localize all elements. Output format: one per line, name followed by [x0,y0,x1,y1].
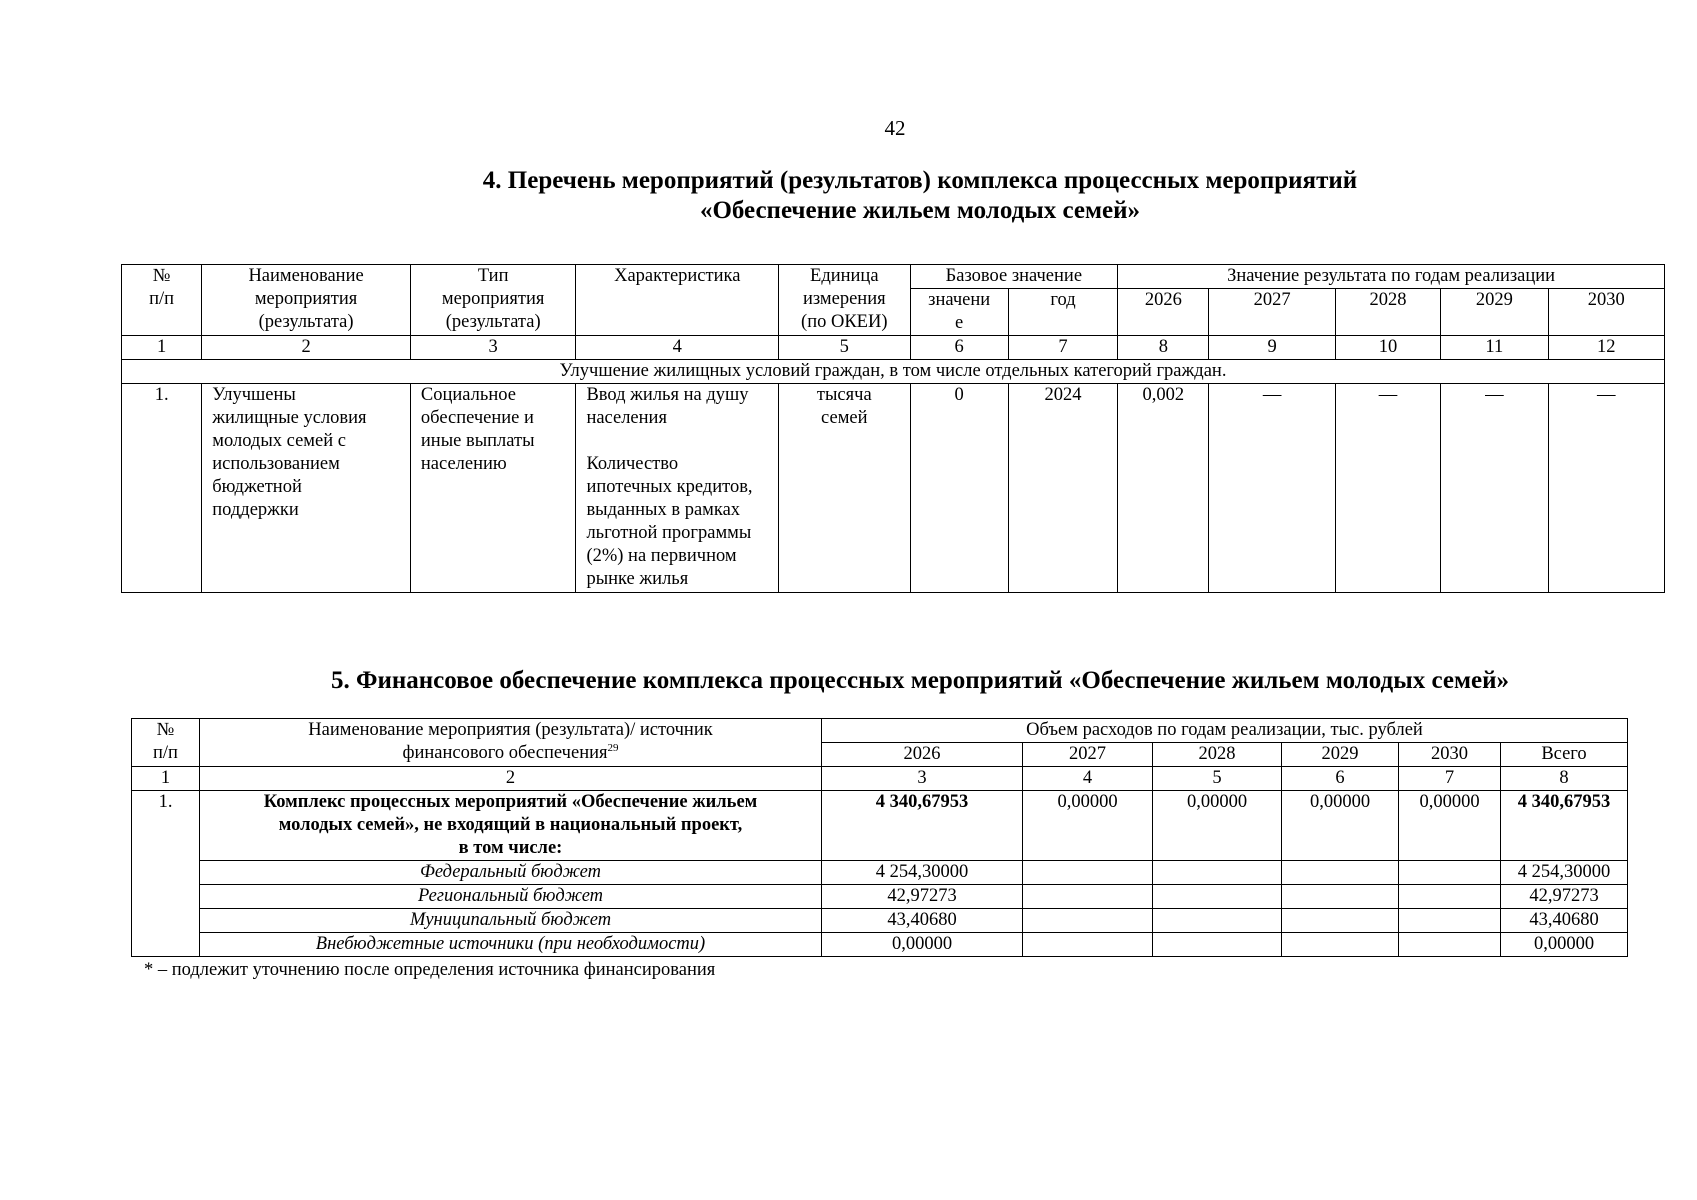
row-unit: тысяча семей [779,384,910,593]
row-name: Улучшены жилищные условия молодых семей с использованием бюджетной поддержки [202,384,411,593]
fin-header-name-line2-text: финансового обеспечения [402,743,608,763]
group-row-label: Улучшение жилищных условий граждан, в том числе отдельных категорий граждан. [122,360,1665,384]
fin-source-value [1153,885,1282,909]
fin-column-number: 1 [132,767,200,791]
fin-source-value: 4 254,30000 [822,861,1023,885]
fin-source-value [1282,861,1399,885]
header-base-value: Базовое значение [910,265,1118,289]
section4-title-line1: 4. Перечень мероприятий (результатов) комплекса процессных мероприятий [482,167,1358,194]
row-value-2027: — [1209,384,1335,593]
fin-header-year: 2027 [1023,743,1153,767]
column-number: 3 [410,336,576,360]
page-number: 42 [884,116,906,140]
column-number: 8 [1118,336,1209,360]
fin-source-value: 42,97273 [822,885,1023,909]
fin-source-value [1282,909,1399,933]
fin-main-row [132,791,1628,861]
fin-source-total: 42,97273 [1501,885,1628,909]
fin-source-row [132,909,1628,933]
fin-source-name: Муниципальный бюджет [200,909,822,933]
fin-source-value [1399,885,1501,909]
column-number: 12 [1548,336,1664,360]
results-header-row-1 [122,265,1665,289]
column-number: 2 [202,336,411,360]
header-year: 2028 [1335,289,1440,336]
column-number: 11 [1441,336,1548,360]
row-base-value: 0 [910,384,1008,593]
column-number: 5 [779,336,910,360]
column-number: 4 [576,336,779,360]
fin-source-row [132,861,1628,885]
header-year: 2029 [1441,289,1548,336]
column-number: 7 [1008,336,1117,360]
fin-source-total: 43,40680 [1501,909,1628,933]
fin-column-number: 3 [822,767,1023,791]
footnote-ref: 29 [607,741,619,754]
footnote: * – подлежит уточнению после определения источника финансирования [144,960,716,980]
header-characteristic: Характеристика [576,265,779,336]
fin-column-number: 2 [200,767,822,791]
row-num: 1. [122,384,202,593]
header-base-value-year: год [1008,289,1117,336]
header-year: 2026 [1118,289,1209,336]
header-result-by-years: Значение результата по годам реализации [1118,265,1665,289]
header-year: 2030 [1548,289,1664,336]
header-base-value-value: значени е [910,289,1008,336]
column-number: 9 [1209,336,1335,360]
financing-header-row-1 [132,719,1628,743]
fin-column-number: 8 [1501,767,1628,791]
fin-header-num: № п/п [132,719,200,767]
fin-source-value [1399,909,1501,933]
fin-source-name: Федеральный бюджет [200,861,822,885]
fin-header-total: Всего [1501,743,1628,767]
fin-source-name: Внебюджетные источники (при необходимости) [200,933,822,957]
column-number: 6 [910,336,1008,360]
fin-column-number-row [132,767,1628,791]
column-number: 10 [1335,336,1440,360]
row-type: Социальное обеспечение и иные выплаты населению [410,384,576,593]
fin-source-value [1153,909,1282,933]
table-row [122,384,1665,593]
fin-header-name [200,719,822,767]
fin-source-value [1153,933,1282,957]
header-num: № п/п [122,265,202,336]
header-year: 2027 [1209,289,1335,336]
row-characteristic: Ввод жилья на душу населения Количество ипотечных кредитов, выданных в рамках льготной программы (2%) на первичном рынке жилья [576,384,779,593]
fin-column-number: 4 [1023,767,1153,791]
financing-table [131,718,1628,957]
fin-header-expenses: Объем расходов по годам реализации, тыс. рублей [822,719,1628,743]
row-value-2029: — [1441,384,1548,593]
fin-column-number: 6 [1282,767,1399,791]
fin-main-row-name: Комплекс процессных мероприятий «Обеспечение жильем молодых семей», не входящий в национальный проект, в том числе: [200,791,822,861]
fin-source-value [1023,861,1153,885]
fin-column-number: 5 [1153,767,1282,791]
fin-main-value-total: 4 340,67953 [1501,791,1628,861]
fin-header-name-line2 [204,742,817,765]
fin-source-name: Региональный бюджет [200,885,822,909]
fin-main-value-2027: 0,00000 [1023,791,1153,861]
fin-header-year: 2026 [822,743,1023,767]
fin-header-year: 2029 [1282,743,1399,767]
column-number: 1 [122,336,202,360]
fin-source-value [1399,933,1501,957]
row-value-2030: — [1548,384,1664,593]
section4-title-line2: «Обеспечение жильем молодых семей» [699,197,1141,224]
fin-source-value [1023,885,1153,909]
fin-source-value [1153,861,1282,885]
fin-main-value-2028: 0,00000 [1153,791,1282,861]
fin-source-total: 4 254,30000 [1501,861,1628,885]
fin-source-value: 0,00000 [822,933,1023,957]
fin-source-value [1282,885,1399,909]
fin-source-row [132,885,1628,909]
header-type: Тип мероприятия (результата) [410,265,576,336]
fin-column-number: 7 [1399,767,1501,791]
fin-source-row [132,933,1628,957]
fin-main-value-2026: 4 340,67953 [822,791,1023,861]
results-table [121,264,1665,593]
row-value-2026: 0,002 [1118,384,1209,593]
header-unit: Единица измерения (по ОКЕИ) [779,265,910,336]
fin-header-year: 2030 [1399,743,1501,767]
row-value-2028: — [1335,384,1440,593]
column-number-row [122,336,1665,360]
fin-header-name-line1: Наименование мероприятия (результата)/ источник [308,720,713,740]
fin-row-num: 1. [132,791,200,957]
fin-source-value: 43,40680 [822,909,1023,933]
row-base-year: 2024 [1008,384,1117,593]
fin-source-value [1023,909,1153,933]
fin-source-value [1023,933,1153,957]
fin-main-value-2030: 0,00000 [1399,791,1501,861]
section5-title: 5. Финансовое обеспечение комплекса процессных мероприятий «Обеспечение жильем молодых семей» [330,667,1509,694]
fin-source-total: 0,00000 [1501,933,1628,957]
fin-header-year: 2028 [1153,743,1282,767]
fin-main-value-2029: 0,00000 [1282,791,1399,861]
fin-source-value [1282,933,1399,957]
fin-source-value [1399,861,1501,885]
group-row [122,360,1665,384]
header-name: Наименование мероприятия (результата) [202,265,411,336]
section4-title [0,166,1697,226]
